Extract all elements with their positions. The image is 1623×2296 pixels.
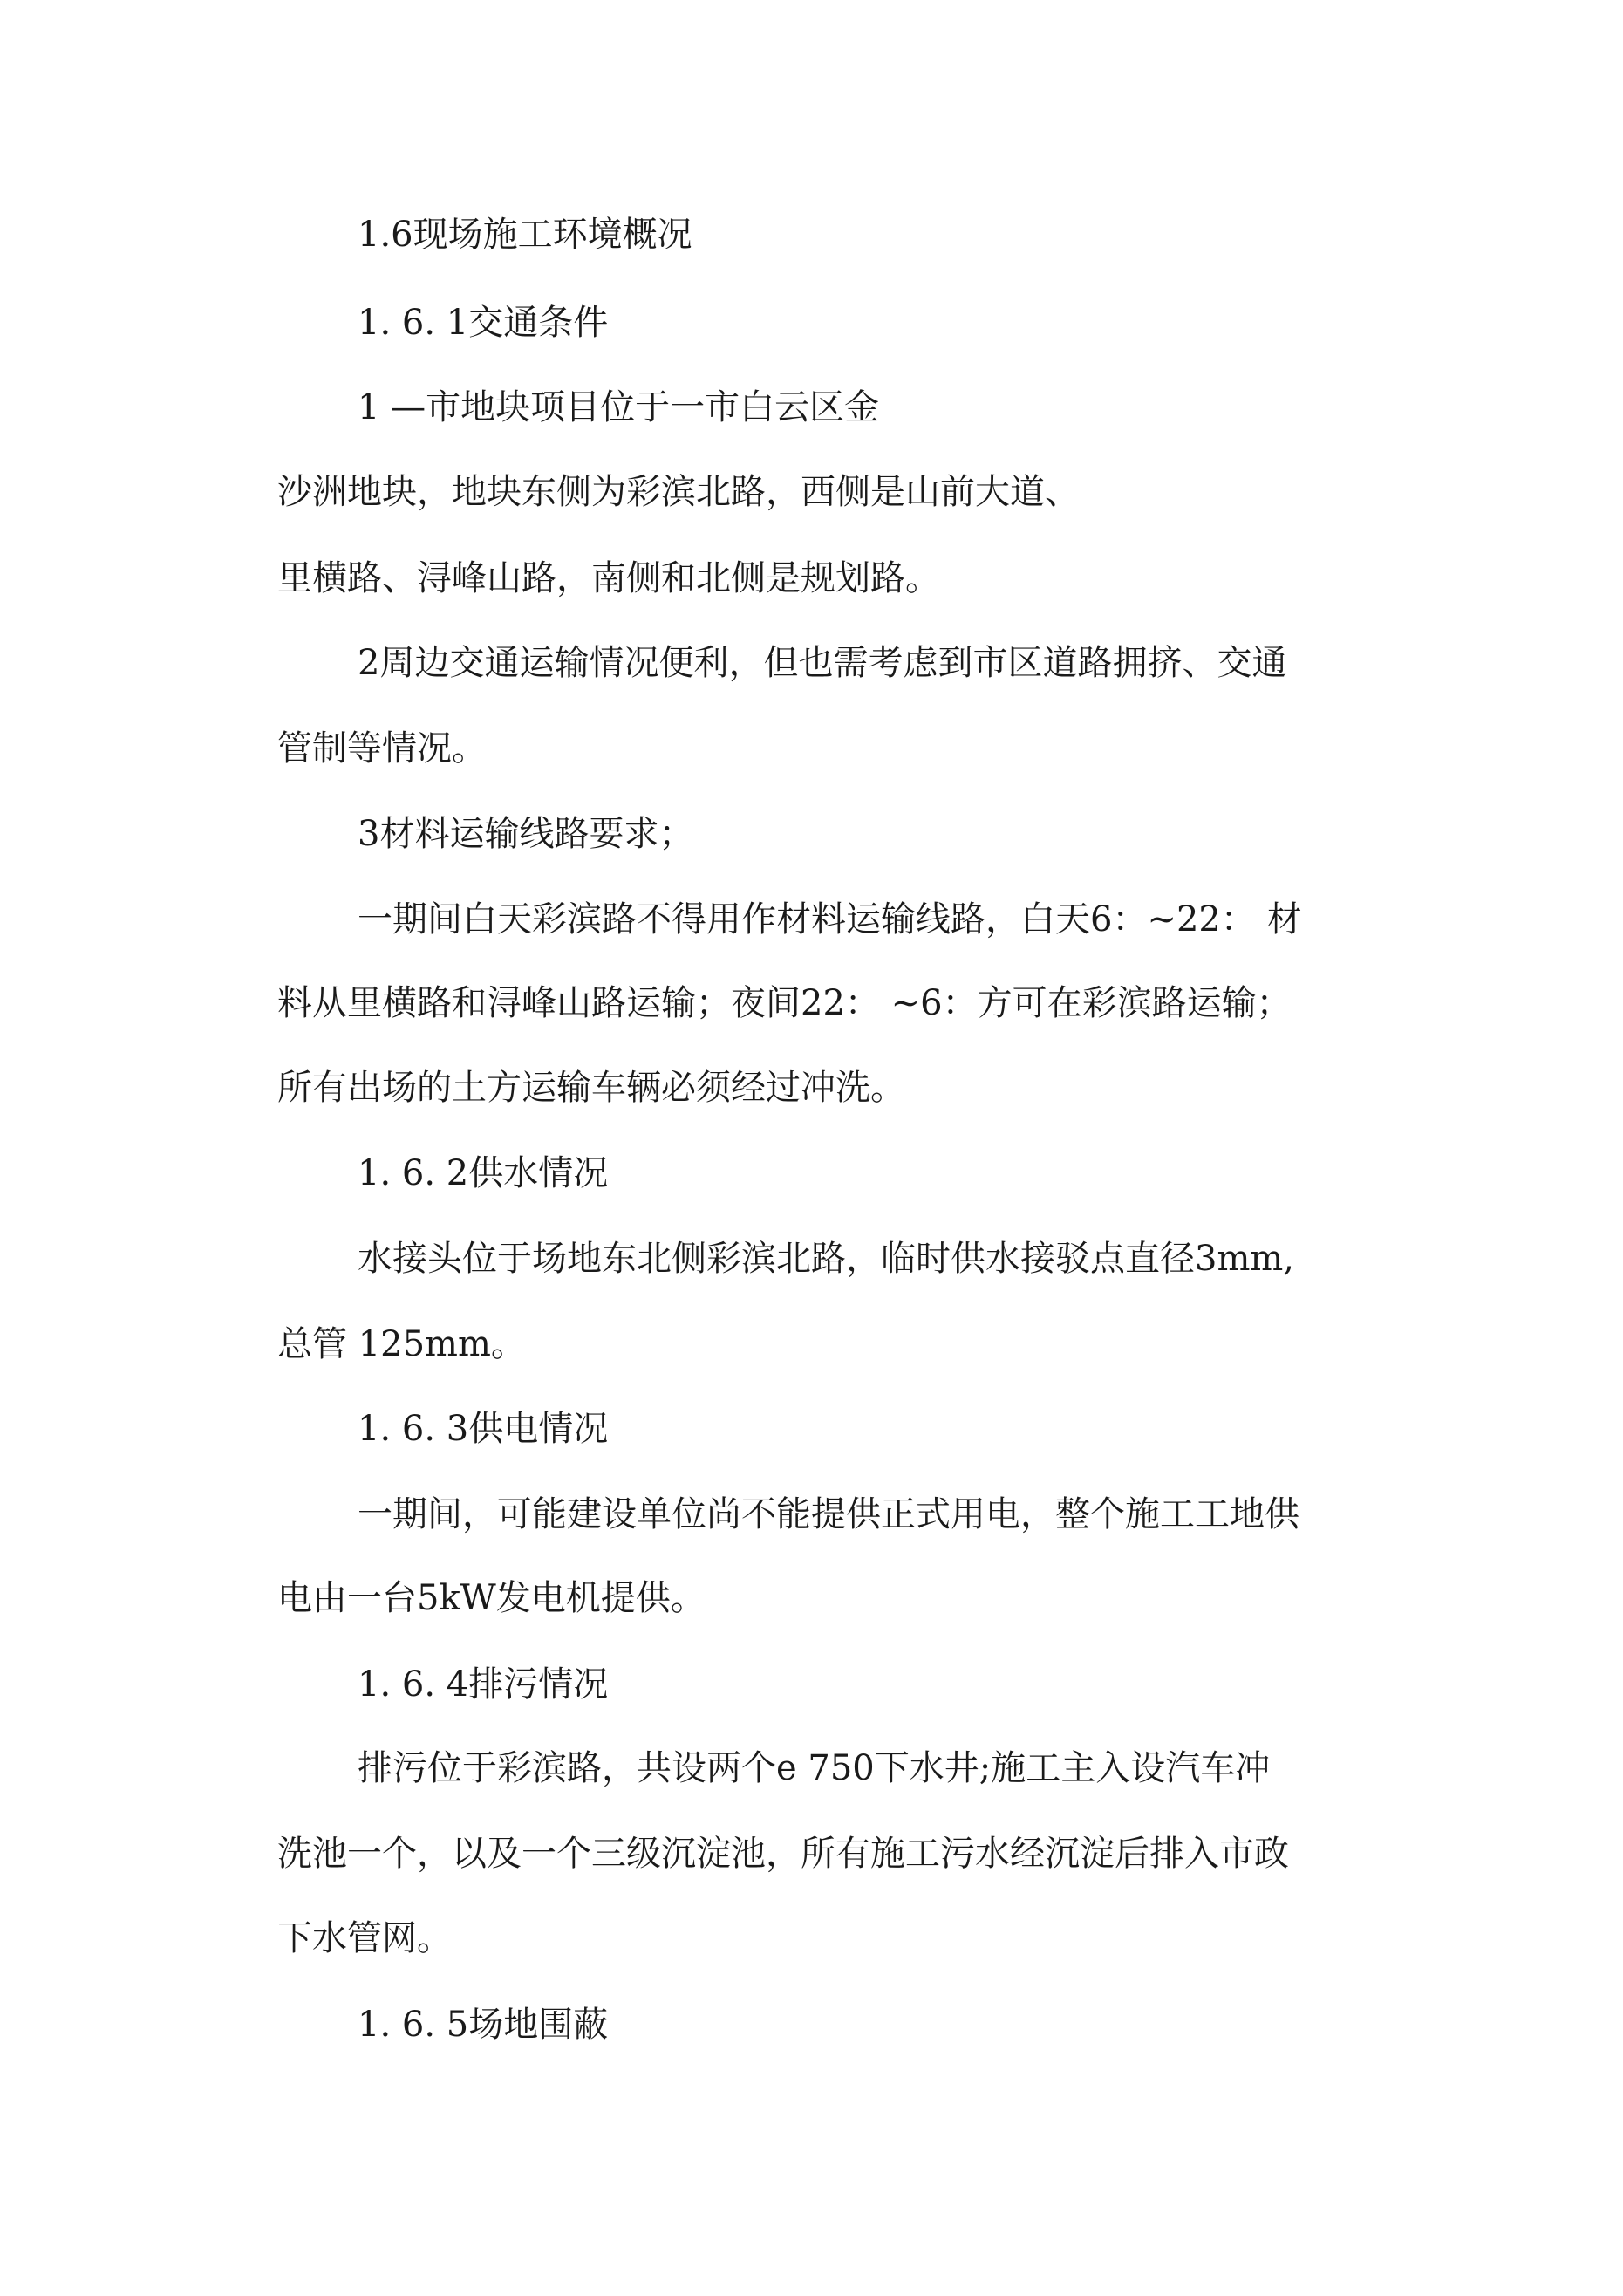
paragraph-line: 里横路、浔峰山路，南侧和北侧是规划路。 [277,558,940,598]
paragraph-line: 总管 125mm。 [277,1324,526,1364]
paragraph-line: 下水管网。 [277,1918,452,1958]
subsection-heading: 1. 6. 1交通条件 [358,303,609,343]
subsection-heading: 1. 6. 4排污情况 [358,1664,609,1705]
paragraph-line: 水接头位于场地东北侧彩滨北路，临时供水接驳点直径3mm, [358,1239,1295,1279]
paragraph-line: 3材料运输线路要求； [358,814,694,854]
paragraph-line: 所有出场的土方运输车辆必须经过冲洗。 [277,1068,905,1108]
section-heading: 1.6现场施工环境概况 [358,215,692,255]
paragraph-line: 1 —市地块项目位于一市白云区金 [358,387,880,427]
paragraph-line: 排污位于彩滨路，共设两个e 750下水井;施工主入设汽车冲 [358,1748,1271,1788]
paragraph-line: 料从里横路和浔峰山路运输；夜间22： ~6：方可在彩滨路运输； [277,983,1292,1023]
paragraph-line: 一期间白天彩滨路不得用作材料运输线路，白天6：~22： 材 [358,899,1302,940]
subsection-heading: 1. 6. 3供电情况 [358,1409,609,1449]
paragraph-line: 一期间，可能建设单位尚不能提供正式用电，整个施工工地供 [358,1494,1299,1534]
paragraph-line: 2周边交通运输情况便利，但也需考虑到市区道路拥挤、交通 [358,643,1287,683]
paragraph-line: 管制等情况。 [277,728,487,769]
paragraph-line: 沙洲地块，地块东侧为彩滨北路，西侧是山前大道、 [277,472,1080,512]
subsection-heading: 1. 6. 2供水情况 [358,1153,609,1193]
subsection-heading: 1. 6. 5场地围蔽 [358,2005,609,2045]
paragraph-line: 电由一台5kW发电机提供。 [277,1578,706,1618]
paragraph-line: 洗池一个，以及一个三级沉淀池，所有施工污水经沉淀后排入市政 [277,1834,1289,1874]
